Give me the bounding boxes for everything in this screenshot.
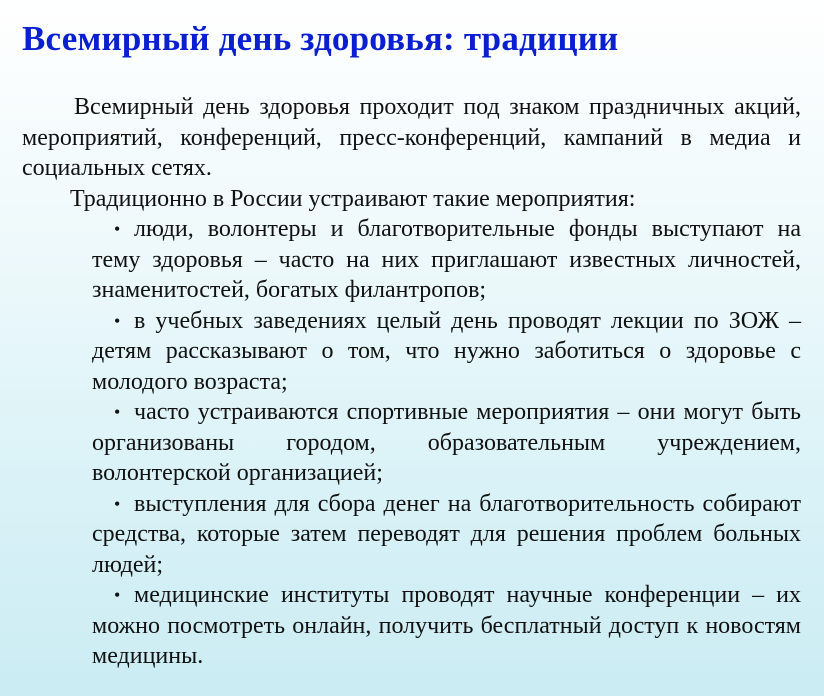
list-item-text: часто устраиваются спортивные мероприятия – они могут быть организованы городом, образовательным учреждением, волонтерской организацией;	[92, 399, 801, 486]
intro-paragraph: Всемирный день здоровья проходит под знаком праздничных акций, мероприятий, конференций, пресс-конференций, кампаний в медиа и социальных сетях.	[22, 94, 801, 181]
list-item	[92, 489, 801, 581]
bullet-icon: •	[114, 585, 121, 605]
list-item-text: медицинские институты проводят научные конференции – их можно посмотреть онлайн, получить бесплатный доступ к новостям медицины.	[92, 582, 801, 669]
slide-body	[22, 92, 801, 672]
list-item	[92, 306, 801, 398]
bullet-icon: •	[114, 310, 121, 331]
bullet-icon: •	[114, 493, 121, 514]
list-item	[92, 580, 801, 672]
events-list	[22, 214, 801, 672]
list-item-text: люди, волонтеры и благотворительные фонды выступают на тему здоровья – часто на них приглашают известных личностей, знаменитостей, богатых филантропов;	[92, 216, 801, 303]
list-item-text: выступления для сбора денег на благотворительность собирают средства, которые затем переводят для решения проблем больных людей;	[92, 490, 801, 578]
list-item	[92, 397, 801, 489]
list-item	[92, 214, 801, 306]
list-item-text: в учебных заведениях целый день проводят лекции по ЗОЖ – детям рассказывают о том, что нужно заботиться о здоровье с молодого возраста;	[92, 307, 801, 395]
lead-paragraph: Традиционно в России устраивают такие мероприятия:	[70, 185, 636, 212]
bullet-icon: •	[114, 402, 121, 422]
slide-title: Всемирный день здоровья: традиции	[22, 19, 619, 58]
bullet-icon: •	[114, 219, 121, 239]
